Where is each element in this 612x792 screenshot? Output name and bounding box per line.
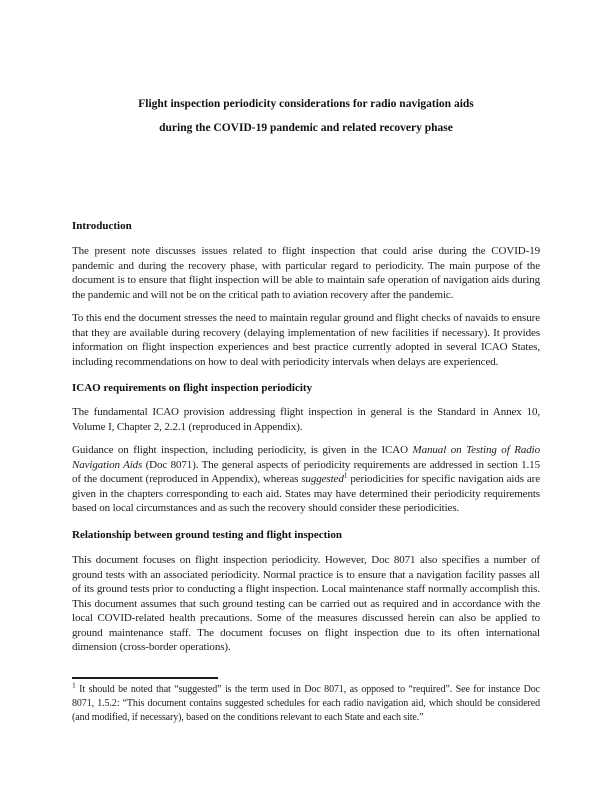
doc-8071-title-italic: Manual on Testing of Radio Navigation Aids [72, 444, 540, 471]
text-run: periodicities for specific navigation aids are given in the chapters corresponding to each aid. States may have determined their periodicity requirements based on local circumstances and as such the recovery should consider these periodicities. [72, 473, 540, 514]
footnote-separator-rule [72, 677, 218, 679]
section-heading-icao-requirements: ICAO requirements on flight inspection periodicity [72, 382, 313, 394]
icao-paragraph-1: The fundamental ICAO provision addressing flight inspection in general is the Standard in Annex 10, Volume I, Chapter 2, 2.2.1 (reproduced in Appendix). [72, 406, 540, 433]
footnote-text: It should be noted that “suggested” is the term used in Doc 8071, as opposed to “required”. See for instance Doc 8071, 1.5.2: “This document contains suggested schedules for each radio navigation aid, which should be considered (and modified, if necessary), based on the conditions relevant to each State and each site.” [72, 684, 540, 724]
relationship-paragraph-1: This document focuses on flight inspection periodicity. However, Doc 8071 also specifies a number of ground tests with an associated periodicity. Normal practice is to ensure that a navigation facility passes all of its ground tests prior to conducting a flight inspection. Local maintenance staff normally accomplish this. This document assumes that such ground testing can be carried out as required and in accordance with the local COVID-related health precautions. Some of the measures discussed herein can also be applied to ground maintenance staff. The document focuses on flight inspection due to its often international dimension (cross-border operations). [72, 554, 540, 653]
text-run: Guidance on flight inspection, including periodicity, is given in the ICAO [72, 444, 413, 456]
document-title-line1: Flight inspection periodicity considerations for radio navigation aids [138, 98, 474, 110]
section-heading-introduction: Introduction [72, 220, 132, 232]
footnote [72, 680, 540, 726]
intro-paragraph-2: To this end the document stresses the need to maintain regular ground and flight checks of navaids to ensure that they are available during recovery (delaying implementation of new facilities if necessary). It provides information on flight inspection experiences and best practice currently adopted in several ICAO States, including recommendations on how to deal with periodicity intervals when delays are experienced. [72, 312, 540, 368]
footnote-marker: 1 [72, 680, 76, 690]
text-run: (Doc 8071). The general aspects of periodicity requirements are addressed in section 1.15 of the document (reproduced in Appendix), whereas [72, 458, 540, 485]
footnote-reference-1: 1 [343, 470, 348, 480]
section-heading-relationship: Relationship between ground testing and flight inspection [72, 529, 342, 541]
intro-paragraph-1: The present note discusses issues related to flight inspection that could arise during the COVID-19 pandemic and during the recovery phase, with particular regard to periodicity. The main purpose of the document is to ensure that flight inspection will be able to maintain safe operation of navigation aids during the pandemic and will not be on the critical path to aviation recovery after the pandemic. [72, 245, 540, 301]
icao-paragraph-2 [72, 443, 540, 516]
suggested-italic: suggested [301, 473, 344, 485]
document-title-line2: during the COVID-19 pandemic and related recovery phase [159, 122, 453, 134]
